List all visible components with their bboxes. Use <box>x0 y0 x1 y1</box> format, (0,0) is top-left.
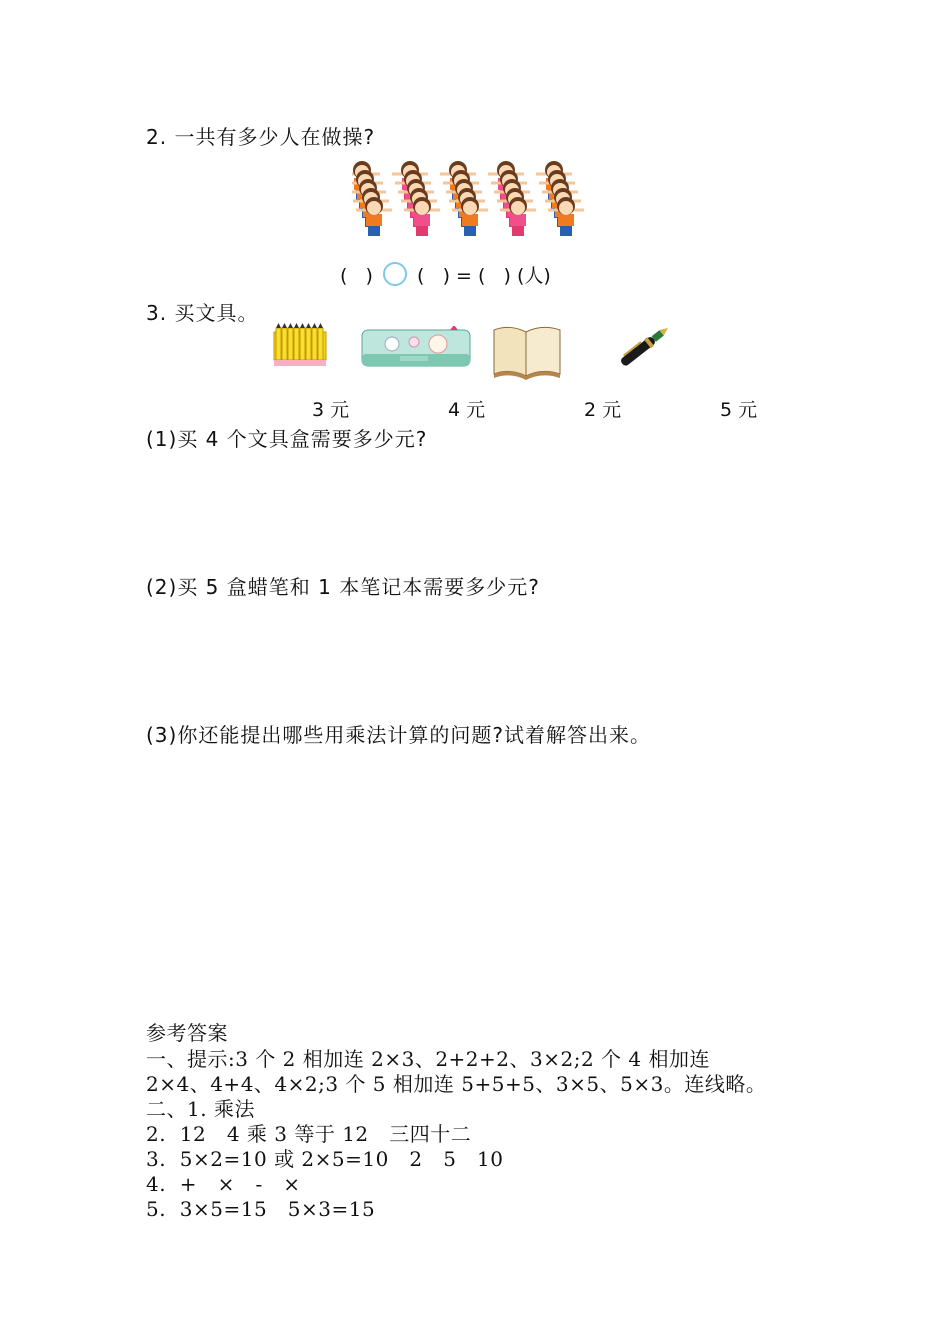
equals-sign: = <box>456 265 472 287</box>
answer-line-5: 3. 5×2=10 或 2×5=10 2 5 10 <box>146 1147 504 1171</box>
answer-line-1: 一、提示:3 个 2 相加连 2×3、2+2+2、3×2;2 个 4 相加连 <box>146 1047 710 1071</box>
children-exercising-illustration <box>352 146 596 246</box>
answers-heading: 参考答案 <box>146 1021 228 1045</box>
answer-line-7: 5. 3×5=15 5×3=15 <box>146 1197 376 1221</box>
question-3-2: (2)买 5 盒蜡笔和 1 本笔记本需要多少元? <box>146 575 540 599</box>
question-2-title: 2. 一共有多少人在做操? <box>146 125 376 149</box>
answer-line-4: 2. 12 4 乘 3 等于 12 三四十二 <box>146 1122 472 1146</box>
notebook-icon <box>490 320 564 380</box>
question-3-1: (1)买 4 个文具盒需要多少元? <box>146 427 428 451</box>
question-2-equation <box>340 262 551 288</box>
answer-line-6: 4. + × - × <box>146 1172 301 1196</box>
pen-icon <box>612 320 676 372</box>
price-pencil-case: 4 元 <box>448 399 486 421</box>
pencil-case-icon <box>360 326 472 370</box>
crayons-icon <box>272 322 328 368</box>
blank-3[interactable]: ( ) <box>478 265 511 287</box>
blank-2[interactable]: ( ) <box>417 265 450 287</box>
price-pen: 5 元 <box>720 399 758 421</box>
operator-circle[interactable] <box>383 262 407 286</box>
question-3-title: 3. 买文具。 <box>146 301 259 325</box>
answer-line-3: 二、1. 乘法 <box>146 1097 255 1121</box>
question-3-3: (3)你还能提出哪些用乘法计算的问题?试着解答出来。 <box>146 723 651 747</box>
unit-label: (人) <box>517 265 551 287</box>
blank-1[interactable]: ( ) <box>340 265 373 287</box>
answer-line-2: 2×4、4+4、4×2;3 个 5 相加连 5+5+5、3×5、5×3。连线略。 <box>146 1072 767 1096</box>
price-crayons: 3 元 <box>312 399 350 421</box>
price-notebook: 2 元 <box>584 399 622 421</box>
